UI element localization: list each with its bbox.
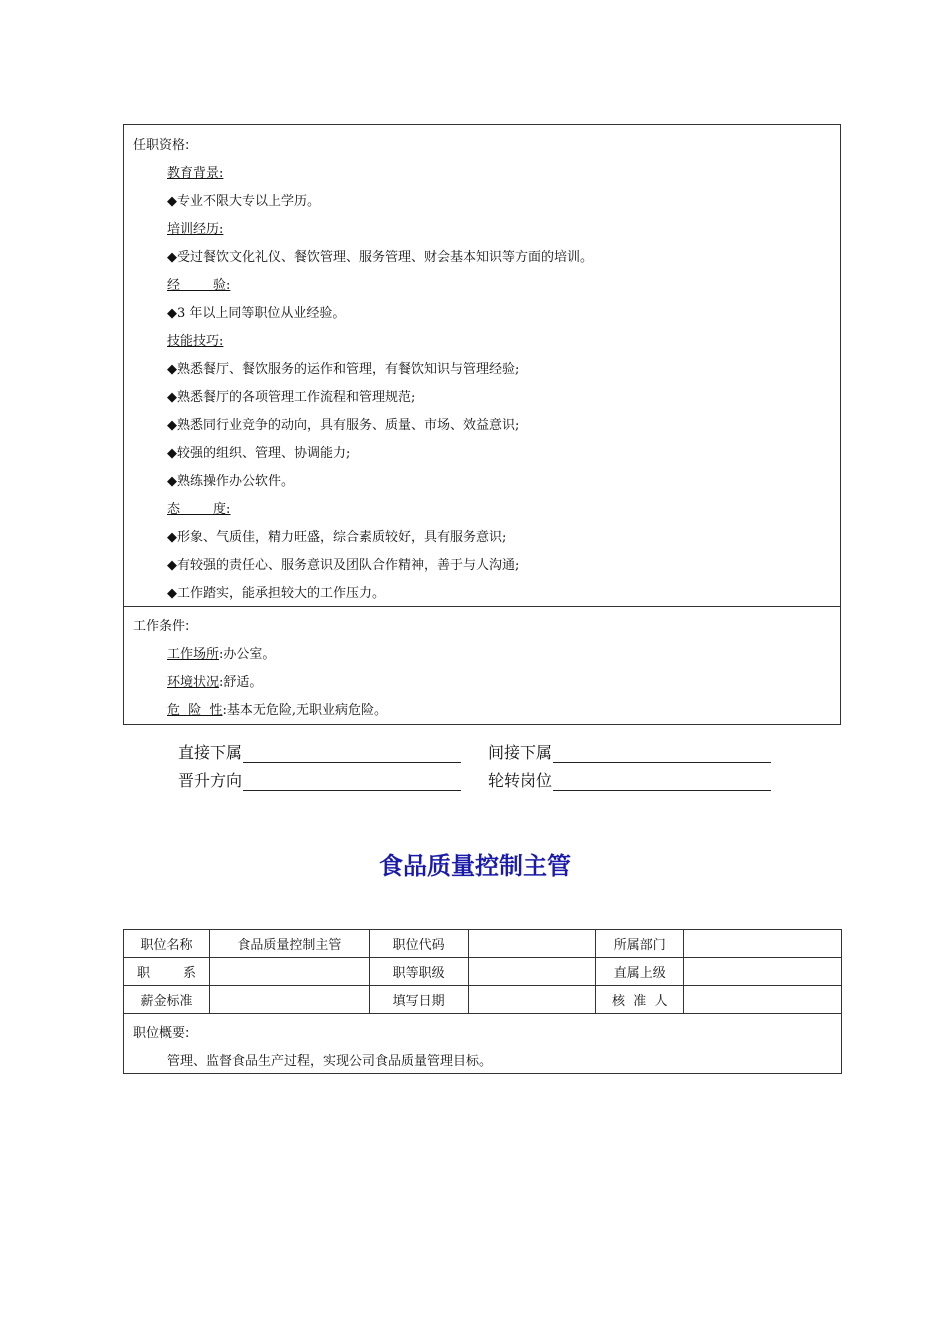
supervisor-label: 直属上级	[596, 958, 684, 986]
table-row	[124, 958, 842, 986]
attitude-heading: 态 度:	[167, 502, 231, 517]
promotion-blank	[243, 773, 461, 791]
skills-item: ◆熟悉餐厅、餐饮服务的运作和管理，有餐饮知识与管理经验;	[167, 362, 520, 377]
grade-label: 职等职级	[369, 958, 468, 986]
direct-subordinate-label: 直接下属	[178, 743, 243, 762]
section-divider	[124, 606, 840, 607]
indirect-subordinate-blank	[553, 745, 771, 763]
direct-subordinate-row	[178, 740, 461, 763]
rotation-label: 轮转岗位	[488, 771, 553, 790]
environment-line	[167, 671, 262, 690]
training-item: ◆受过餐饮文化礼仪、餐饮管理、服务管理、财会基本知识等方面的培训。	[167, 250, 593, 265]
grade-value	[468, 958, 596, 986]
danger-value: :基本无危险,无职业病危险。	[222, 703, 388, 718]
summary-cell	[124, 1014, 842, 1074]
series-label: 职 系	[124, 958, 210, 986]
department-value	[684, 930, 842, 958]
supervisor-value	[684, 958, 842, 986]
attitude-item: ◆形象、气质佳，精力旺盛，综合素质较好，具有服务意识;	[167, 530, 507, 545]
indirect-subordinate-row	[488, 740, 771, 763]
position-code-value	[468, 930, 596, 958]
experience-heading: 经 验:	[167, 278, 231, 293]
experience-item: ◆3 年以上同等职位从业经验。	[167, 306, 346, 321]
table-row	[124, 930, 842, 958]
position-name-value: 食品质量控制主管	[209, 930, 369, 958]
skills-item: ◆较强的组织、管理、协调能力;	[167, 446, 351, 461]
qualifications-title: 任职资格:	[133, 138, 190, 153]
approver-value	[684, 986, 842, 1014]
rotation-row	[488, 768, 771, 791]
document-title: 食品质量控制主管	[379, 852, 571, 880]
education-heading: 教育背景:	[167, 166, 224, 181]
training-heading: 培训经历:	[167, 222, 224, 237]
promotion-row	[178, 768, 461, 791]
summary-text: 管理、监督食品生产过程，实现公司食品质量管理目标。	[167, 1054, 493, 1069]
danger-line	[167, 699, 387, 718]
work-place-value: :办公室。	[219, 647, 276, 662]
work-place-line	[167, 643, 275, 662]
skills-item: ◆熟练操作办公软件。	[167, 474, 294, 489]
table-row	[124, 1014, 842, 1074]
environment-label: 环境状况	[167, 675, 220, 690]
salary-value	[209, 986, 369, 1014]
work-place-label: 工作场所	[167, 647, 220, 662]
position-info-table	[123, 929, 842, 1074]
department-label: 所属部门	[596, 930, 684, 958]
approver-label: 核 准 人	[596, 986, 684, 1014]
table-row	[124, 986, 842, 1014]
indirect-subordinate-label: 间接下属	[488, 743, 553, 762]
promotion-label: 晋升方向	[178, 771, 243, 790]
summary-title: 职位概要:	[133, 1026, 190, 1041]
environment-value: :舒适。	[219, 675, 263, 690]
position-name-label: 职位名称	[124, 930, 210, 958]
salary-label: 薪金标准	[124, 986, 210, 1014]
education-item: ◆专业不限大专以上学历。	[167, 194, 320, 209]
qualifications-box	[123, 124, 841, 725]
work-conditions-title: 工作条件:	[133, 619, 190, 634]
attitude-item: ◆工作踏实，能承担较大的工作压力。	[167, 586, 385, 601]
date-value	[468, 986, 596, 1014]
attitude-item: ◆有较强的责任心、服务意识及团队合作精神，善于与人沟通;	[167, 558, 520, 573]
date-label: 填写日期	[369, 986, 468, 1014]
skills-heading: 技能技巧:	[167, 334, 224, 349]
rotation-blank	[553, 773, 771, 791]
direct-subordinate-blank	[243, 745, 461, 763]
series-value	[209, 958, 369, 986]
skills-item: ◆熟悉同行业竞争的动向，具有服务、质量、市场、效益意识;	[167, 418, 520, 433]
skills-item: ◆熟悉餐厅的各项管理工作流程和管理规范;	[167, 390, 416, 405]
danger-label: 危 险 性	[167, 703, 223, 718]
position-code-label: 职位代码	[369, 930, 468, 958]
